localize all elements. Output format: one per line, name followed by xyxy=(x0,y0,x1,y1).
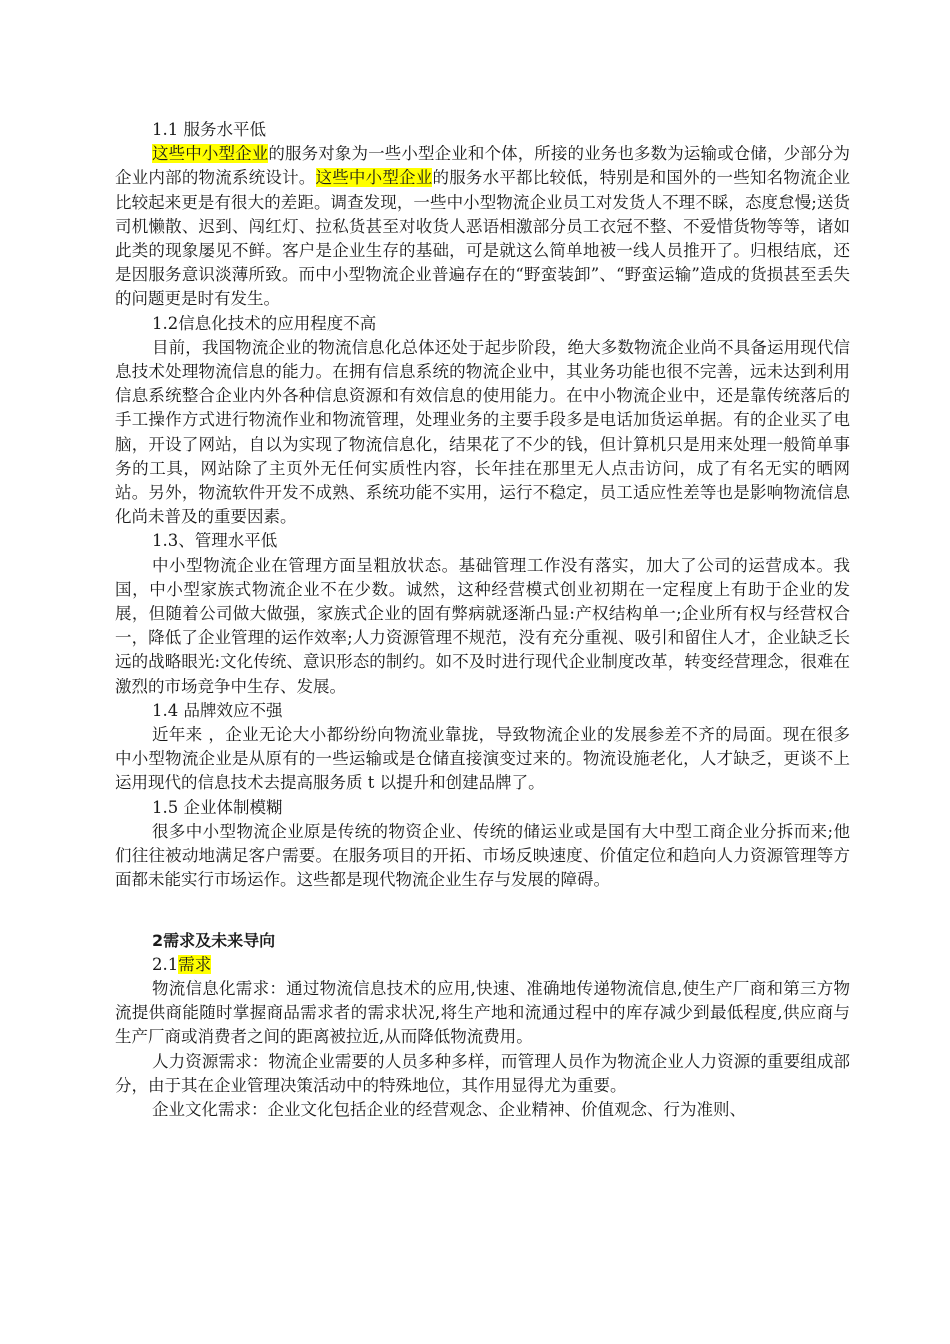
section-heading-1-5: 1.5 企业体制模糊 xyxy=(152,797,283,817)
highlighted-text: 这些中小型企业 xyxy=(152,144,269,164)
highlighted-text: 需求 xyxy=(178,954,212,974)
paragraph-text: 的服务水平都比较低，特别是和国外的一些知名物流企业比较起来更是有很大的差距。调查发现，一些中小型物流企业员工对发货人不理不睬，态度怠慢;送货司机懒散、迟到、闯红灯、拉私货甚至对收货人恶语相激部分员工衣冠不整、不爱惜货物等等，诸如此类的现象屡见不鲜。客户是企业生存的基础，可是就这么简单地被一线人员推开了。归根结底，还是因服务意识淡薄所致。而中小型物流企业普遍存在的“野蛮装卸”、“野蛮运输”造成的货损甚至丢失的问题更是时有发生。 xyxy=(115,168,851,309)
section-number: 2.1 xyxy=(152,954,179,974)
section-heading-2-1 xyxy=(115,953,850,977)
section-2-1-paragraph: 企业文化需求：企业文化包括企业的经营观念、企业精神、价值观念、行为准则、 xyxy=(152,1099,746,1119)
section-heading-1-2: 1.2信息化技术的应用程度不高 xyxy=(152,313,377,333)
section-1-1-paragraph xyxy=(115,142,850,311)
section-heading-1-4: 1.4 品牌效应不强 xyxy=(152,700,283,720)
section-1-2-paragraph: 目前，我国物流企业的物流信息化总体还处于起步阶段，绝大多数物流企业尚不具备运用现代信息技术处理物流信息的能力。在拥有信息系统的物流企业中，其业务功能也很不完善，远未达到利用信息系统整合企业内外各种信息资源和有效信息的使用能力。在中小物流企业中，还是靠传统落后的手工操作方式进行物流作业和物流管理，处理业务的主要手段多是电话加货运单据。有的企业买了电脑，开设了网站，自以为实现了物流信息化，结果花了不少的钱，但计算机只是用来处理一般简单事务的工具，网站除了主页外无任何实质性内容，长年挂在那里无人点击访问，成了有名无实的晒网站。另外，物流软件开发不成熟、系统功能不实用，运行不稳定，员工适应性差等也是影响物流信息化尚未普及的重要因素。 xyxy=(115,337,850,527)
highlighted-text: 这些中小型企业 xyxy=(315,168,433,188)
section-1-4-paragraph: 近年来 ，企业无论大小都纷纷向物流业靠拢，导致物流企业的发展参差不齐的局面。现在很多中小型物流企业是从原有的一些运输或是仓储直接演变过来的。物流设施老化，人才缺乏，更谈不上运用现代的信息技术去提高服务质 t 以提升和创建品牌了。 xyxy=(115,725,850,793)
document-page xyxy=(115,118,850,1122)
paragraph-text: 的服务对象为一些小型企业和个体，所接的业务也多数为运输或仓储，少部分为企业内部的物流系统设计。 xyxy=(115,144,851,188)
section-2-1-paragraph: 人力资源需求：物流企业需要的人员多种多样，而管理人员作为物流企业人力资源的重要组成部分，由于其在企业管理决策活动中的特殊地位，其作用显得尤为重要。 xyxy=(115,1051,850,1095)
section-heading-1-1: 1.1 服务水平低 xyxy=(152,120,266,139)
section-2-1-paragraph: 物流信息化需求：通过物流信息技术的应用,快速、准确地传递物流信息,使生产厂商和第三方物流提供商能随时掌握商品需求者的需求状况,将生产地和流通过程中的库存减少到最低程度,供应商与生产厂商或消费者之间的距离被拉近,从而降低物流费用。 xyxy=(115,978,850,1047)
section-1-5-paragraph: 很多中小型物流企业原是传统的物资企业、传统的储运业或是国有大中型工商企业分拆而来;他们往往被动地满足客户需要。在服务项目的开拓、市场反映速度、价值定位和趋向人力资源管理等方面都未能实行市场运作。这些都是现代物流企业生存与发展的障碍。 xyxy=(115,821,850,890)
section-1-3-paragraph: 中小型物流企业在管理方面呈粗放状态。基础管理工作没有落实，加大了公司的运营成本。我国，中小型家族式物流企业不在少数。诚然，这种经营模式创业初期在一定程度上有助于企业的发展，但随着公司做大做强，家族式企业的固有弊病就逐渐凸显:产权结构单一;企业所有权与经营权合一，降低了企业管理的运作效率;人力资源管理不规范，没有充分重视、吸引和留住人才，企业缺乏长远的战略眼光:文化传统、意识形态的制约。如不及时进行现代企业制度改革，转变经营理念，很难在激烈的市场竞争中生存、发展。 xyxy=(115,555,850,696)
section-heading-1-3: 1.3、管理水平低 xyxy=(152,531,278,551)
chapter-2-title: 2需求及未来导向 xyxy=(152,930,276,950)
